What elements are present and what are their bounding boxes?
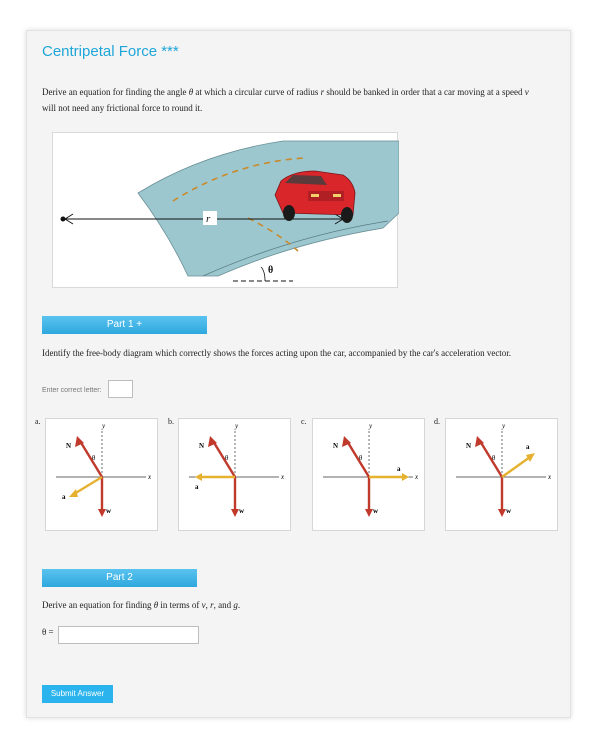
letter-answer-input[interactable]	[108, 380, 133, 398]
svg-text:x: x	[548, 473, 552, 481]
option-c-label: c.	[301, 417, 307, 426]
submit-answer-button[interactable]: Submit Answer	[42, 685, 113, 703]
option-d-label: d.	[434, 417, 440, 426]
letter-input-hint: Enter correct letter:	[42, 387, 102, 394]
radius-label: r	[206, 213, 211, 225]
svg-text:a: a	[397, 465, 401, 473]
svg-text:w: w	[506, 507, 512, 515]
angle-label: θ	[268, 265, 274, 276]
svg-text:θ: θ	[92, 454, 96, 462]
theta-input-label: θ =	[42, 627, 54, 637]
free-body-diagram-a[interactable]	[45, 418, 158, 531]
svg-text:a: a	[526, 443, 530, 451]
problem-statement: Derive an equation for finding the angle θ at which a circular curve of radius r should be banked in order that a car moving at a speed v will not need any frictional force to round it.	[42, 87, 529, 113]
banked-curve-illustration	[53, 133, 399, 289]
fbd-d-svg	[446, 419, 559, 532]
svg-text:y: y	[502, 422, 506, 430]
svg-text:a: a	[62, 493, 66, 501]
free-body-diagram-d[interactable]	[445, 418, 558, 531]
svg-text:θ: θ	[225, 454, 229, 462]
part-2-button[interactable]: Part 2	[42, 569, 197, 587]
svg-text:w: w	[373, 507, 379, 515]
svg-text:x: x	[148, 473, 152, 481]
svg-text:w: w	[106, 507, 112, 515]
fbd-a-svg	[46, 419, 159, 532]
svg-text:θ: θ	[359, 454, 363, 462]
part-2-question: Derive an equation for finding θ in terms of v, r, and g.	[42, 600, 241, 610]
svg-text:N: N	[333, 442, 339, 450]
svg-text:y: y	[369, 422, 373, 430]
svg-text:y: y	[235, 422, 239, 430]
svg-text:N: N	[66, 442, 72, 450]
svg-text:x: x	[415, 473, 419, 481]
svg-text:N: N	[199, 442, 205, 450]
fbd-c-svg	[313, 419, 426, 532]
part-1-question: Identify the free-body diagram which correctly shows the forces acting upon the car, accompanied by the car's acceleration vector.	[42, 348, 512, 358]
part-1-button[interactable]: Part 1 +	[42, 316, 207, 334]
problem-title: Centripetal Force ***	[42, 43, 179, 60]
svg-text:θ: θ	[492, 454, 496, 462]
option-a-label: a.	[35, 417, 41, 426]
svg-text:x: x	[281, 473, 285, 481]
free-body-diagram-c[interactable]	[312, 418, 425, 531]
svg-text:w: w	[239, 507, 245, 515]
fbd-b-svg	[179, 419, 292, 532]
svg-text:y: y	[102, 422, 106, 430]
free-body-diagram-b[interactable]	[178, 418, 291, 531]
option-b-label: b.	[168, 417, 174, 426]
svg-text:a: a	[195, 483, 199, 491]
banked-curve-figure	[52, 132, 398, 288]
theta-answer-input[interactable]	[58, 626, 199, 644]
svg-text:N: N	[466, 442, 472, 450]
